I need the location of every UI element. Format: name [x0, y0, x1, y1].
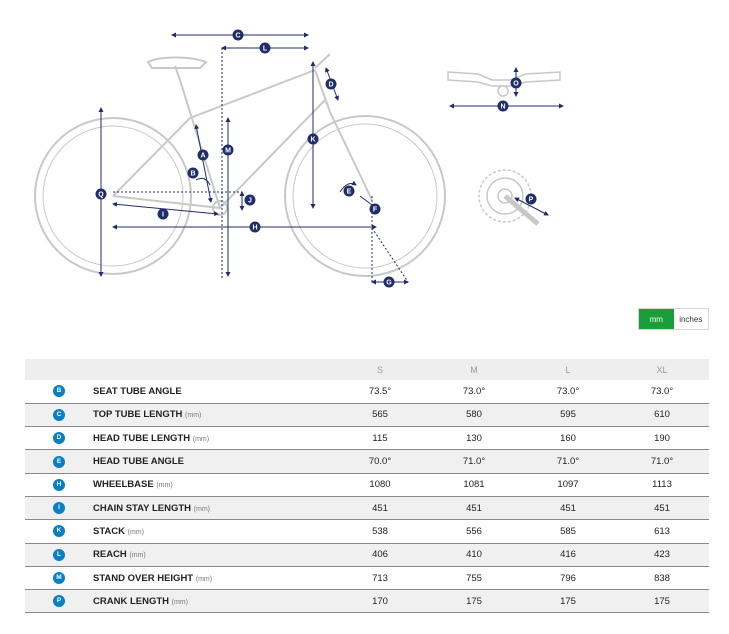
row-unit: (mm): [193, 505, 210, 513]
row-badge-cell: [25, 473, 93, 496]
row-value-l: 796: [521, 566, 615, 589]
row-label-cell: [93, 473, 333, 496]
row-badge: C: [53, 409, 65, 421]
row-unit: (mm): [127, 528, 144, 536]
row-label-cell: [93, 496, 333, 519]
table-row: [25, 566, 709, 589]
header-size-m: M: [427, 359, 521, 380]
marker-m: [223, 145, 234, 156]
row-value-xl: 451: [615, 496, 709, 519]
table-row: [25, 380, 709, 403]
row-label: REACH: [93, 549, 127, 561]
marker-label: I: [162, 211, 164, 219]
marker-label: K: [310, 136, 316, 144]
marker-a: [198, 150, 209, 161]
row-label-cell: [93, 380, 333, 403]
header-badge-col: [25, 359, 93, 380]
row-value-m: 130: [427, 427, 521, 450]
marker-label: E: [346, 188, 352, 196]
row-label-cell: [93, 566, 333, 589]
table-row: [25, 520, 709, 543]
row-value-s: 538: [333, 520, 427, 543]
marker-e: [344, 186, 355, 197]
row-label-cell: [93, 403, 333, 426]
row-badge: E: [53, 456, 65, 468]
table-row: [25, 427, 709, 450]
row-label: STAND OVER HEIGHT: [93, 572, 194, 584]
row-value-xl: 610: [615, 403, 709, 426]
row-badge: L: [53, 549, 65, 561]
row-value-s: 1080: [333, 473, 427, 496]
marker-label: C: [235, 32, 241, 40]
row-value-l: 1097: [521, 473, 615, 496]
row-unit: (mm): [185, 412, 202, 420]
row-unit: (mm): [171, 598, 188, 606]
marker-b: [188, 168, 199, 179]
row-badge-cell: [25, 427, 93, 450]
table-row: [25, 543, 709, 566]
row-value-s: 73.5°: [333, 380, 427, 403]
geometry-table: [25, 359, 709, 613]
marker-label: D: [328, 81, 334, 89]
front-wheel-inner: [293, 124, 437, 268]
row-label: CHAIN STAY LENGTH: [93, 502, 192, 514]
marker-d: [326, 79, 337, 90]
row-label: TOP TUBE LENGTH: [93, 409, 183, 421]
row-badge-cell: [25, 450, 93, 473]
row-value-m: 71.0°: [427, 450, 521, 473]
row-value-m: 73.0°: [427, 380, 521, 403]
row-label-cell: [93, 520, 333, 543]
marker-label: L: [262, 45, 268, 53]
row-label: WHEELBASE: [93, 479, 154, 491]
row-badge-cell: [25, 520, 93, 543]
row-value-m: 580: [427, 403, 521, 426]
handlebar-detail: [448, 68, 563, 106]
row-unit: (mm): [195, 575, 213, 583]
row-value-l: 416: [521, 543, 615, 566]
row-value-s: 406: [333, 543, 427, 566]
row-value-xl: 175: [615, 590, 709, 613]
marker-i: [158, 209, 169, 220]
marker-label: F: [372, 206, 378, 214]
marker-q: [96, 189, 107, 200]
row-value-s: 115: [333, 427, 427, 450]
unit-inches-button[interactable]: inches: [674, 309, 709, 329]
row-value-m: 755: [427, 566, 521, 589]
marker-label: P: [528, 196, 534, 204]
unit-mm-button[interactable]: mm: [639, 309, 674, 329]
row-label: HEAD TUBE LENGTH: [93, 432, 191, 444]
marker-j: [245, 195, 256, 206]
row-badge-cell: [25, 403, 93, 426]
row-value-l: 175: [521, 590, 615, 613]
row-value-m: 1081: [427, 473, 521, 496]
row-badge: P: [53, 595, 65, 607]
row-unit: (mm): [192, 435, 210, 443]
row-value-m: 451: [427, 496, 521, 519]
table-row: [25, 496, 709, 519]
row-badge: K: [53, 525, 65, 537]
table-header-row: [25, 359, 709, 380]
row-value-s: 565: [333, 403, 427, 426]
marker-c: [233, 30, 244, 41]
row-value-s: 451: [333, 496, 427, 519]
row-value-xl: 613: [615, 520, 709, 543]
row-value-xl: 190: [615, 427, 709, 450]
marker-label: O: [513, 80, 519, 88]
marker-o: [511, 78, 522, 89]
table-row: [25, 590, 709, 613]
marker-label: J: [248, 197, 252, 205]
row-value-l: 71.0°: [521, 450, 615, 473]
row-label: HEAD TUBE ANGLE: [93, 456, 184, 468]
row-badge: D: [53, 432, 65, 444]
row-value-xl: 1113: [615, 473, 709, 496]
row-label-cell: [93, 543, 333, 566]
row-value-l: 585: [521, 520, 615, 543]
row-label-cell: [93, 450, 333, 473]
row-badge: B: [53, 385, 65, 397]
row-label: SEAT TUBE ANGLE: [93, 385, 182, 397]
marker-p: [526, 194, 537, 205]
row-value-l: 160: [521, 427, 615, 450]
row-unit: (mm): [156, 482, 173, 490]
row-badge: M: [53, 572, 65, 584]
row-value-xl: 423: [615, 543, 709, 566]
marker-label: N: [500, 103, 506, 111]
row-value-xl: 71.0°: [615, 450, 709, 473]
row-value-l: 595: [521, 403, 615, 426]
header-label-col: [93, 359, 333, 380]
marker-label: B: [190, 170, 196, 178]
table-row: [25, 473, 709, 496]
header-size-l: L: [521, 359, 615, 380]
marker-label: G: [386, 279, 392, 287]
row-value-xl: 73.0°: [615, 380, 709, 403]
row-label-cell: [93, 590, 333, 613]
header-size-xl: XL: [615, 359, 709, 380]
table-row: [25, 450, 709, 473]
marker-k: [308, 134, 319, 145]
row-badge-cell: [25, 566, 93, 589]
table-body: [25, 380, 709, 613]
marker-label: H: [252, 224, 258, 232]
row-label-cell: [93, 427, 333, 450]
row-badge-cell: [25, 496, 93, 519]
marker-h: [250, 222, 261, 233]
row-label: CRANK LENGTH: [93, 595, 169, 607]
marker-label: A: [200, 152, 206, 160]
row-value-s: 713: [333, 566, 427, 589]
row-label: STACK: [93, 525, 126, 537]
dimension-lines: [101, 32, 408, 282]
row-badge-cell: [25, 590, 93, 613]
row-badge: I: [53, 502, 65, 514]
row-badge-cell: [25, 380, 93, 403]
bike-frame-outline: [35, 54, 445, 276]
row-value-m: 410: [427, 543, 521, 566]
unit-toggle: [638, 308, 709, 330]
marker-label: Q: [98, 191, 104, 199]
row-value-xl: 838: [615, 566, 709, 589]
table-row: [25, 403, 709, 426]
row-value-m: 175: [427, 590, 521, 613]
marker-label: M: [225, 147, 231, 155]
row-badge: H: [53, 479, 65, 491]
row-value-s: 70.0°: [333, 450, 427, 473]
marker-g: [384, 277, 395, 288]
marker-l: [260, 43, 271, 54]
row-value-m: 556: [427, 520, 521, 543]
row-unit: (mm): [129, 552, 146, 560]
row-value-s: 170: [333, 590, 427, 613]
row-value-l: 73.0°: [521, 380, 615, 403]
crankset-detail: [479, 170, 548, 224]
marker-n: [498, 101, 509, 112]
header-size-s: S: [333, 359, 427, 380]
bike-geometry-diagram: [0, 0, 729, 300]
row-badge-cell: [25, 543, 93, 566]
row-value-l: 451: [521, 496, 615, 519]
marker-f: [370, 204, 381, 215]
